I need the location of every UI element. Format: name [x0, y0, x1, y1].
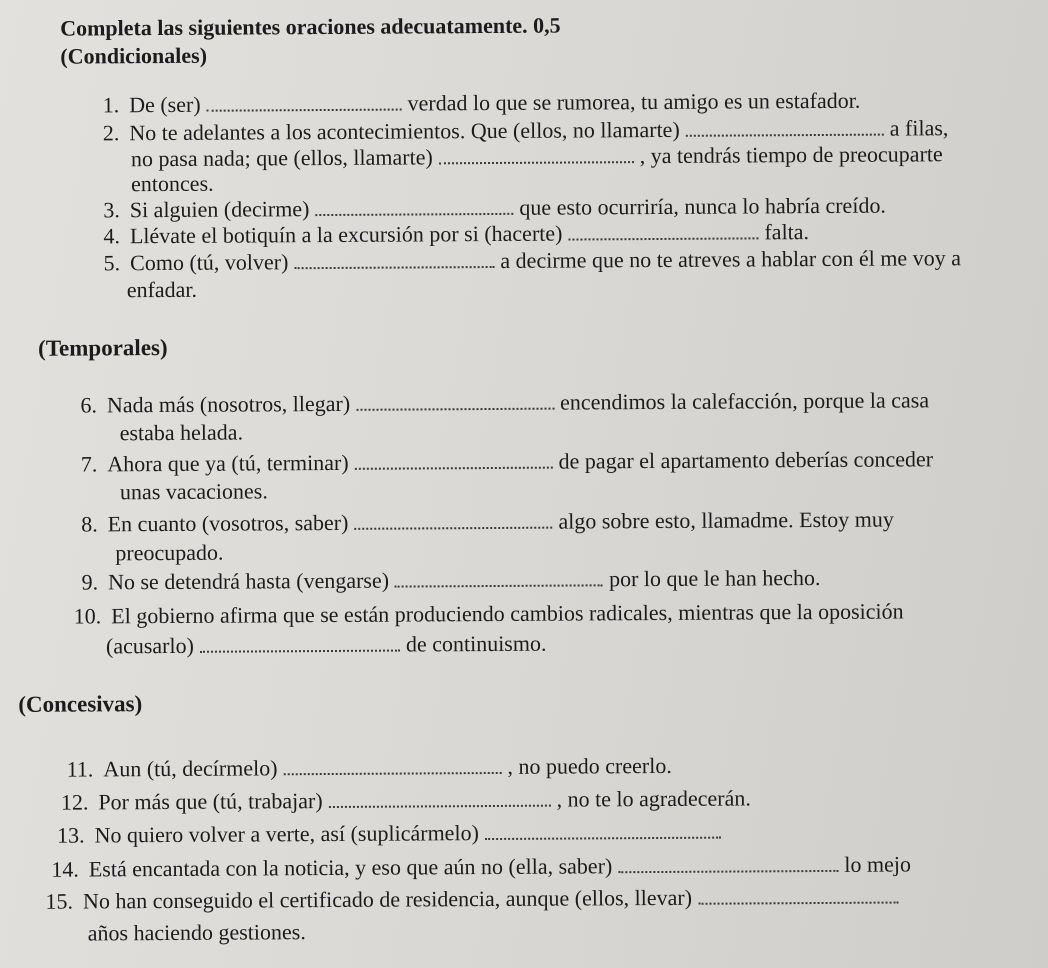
answer-blank-3[interactable] [315, 212, 513, 216]
exercise-item-10: 10. El gobierno afirma que se están produciendo cambios radicales, mientras que la oposición [73, 598, 904, 629]
section-heading-concesivas: (Concesivas) [18, 691, 143, 717]
exercise-item-10-line2: (acusarlo) de continuismo. [105, 630, 547, 659]
exercise-item-7: 7. Ahora que ya (tú, terminar) de pagar el apartamento deberías conceder [80, 446, 934, 477]
exercise-item-15: 15. No han conseguido el certificado de residencia, aunque (ellos, llevar) [45, 883, 904, 914]
worksheet-title: Completa las siguientes oraciones adecuatamente. 0,5 [60, 12, 561, 41]
exercise-item-11: 11. Aun (tú, decírmelo) , no puedo creerlo. [66, 752, 672, 782]
answer-blank-4[interactable] [568, 236, 758, 240]
exercise-item-15-line2: años haciendo gestiones. [87, 919, 306, 946]
exercise-item-4: 4. Llévate el botiquín a la excursión por si (hacerte) falta. [103, 219, 810, 249]
exercise-item-8-line2: preocupado. [115, 539, 224, 566]
answer-blank-2a[interactable] [686, 133, 884, 137]
exercise-item-7-line2: unas vacaciones. [119, 478, 268, 505]
answer-blank-9[interactable] [395, 583, 603, 587]
exercise-item-8: 8. En cuanto (vosotros, saber) algo sobre esto, llamadme. Estoy muy [81, 506, 894, 537]
answer-blank-12[interactable] [329, 804, 551, 808]
exercise-item-2-line3: entonces. [131, 170, 214, 197]
exercise-item-6: 6. Nada más (nosotros, llegar) encendimos la calefacción, porque la casa [80, 387, 930, 418]
exercise-item-5: 5. Como (tú, volver) a decirme que no te atreves a hablar con él me voy a [103, 245, 961, 276]
answer-blank-14[interactable] [618, 869, 838, 873]
exercise-item-12: 12. Por más que (tú, trabajar) , no te lo agradecerán. [60, 785, 751, 815]
answer-blank-2b[interactable] [439, 160, 634, 164]
exercise-item-13: 13. No quiero volver a verte, así (suplicármelo) [57, 819, 727, 849]
exercise-item-2: 2. No te adelantes a los acontecimientos. Que (ellos, no llamarte) a filas, [102, 115, 949, 146]
exercise-item-14: 14. Está encantada con la noticia, y eso que aún no (ella, saber) lo mejo [51, 851, 911, 882]
exercise-item-1: 1. De (ser) verdad lo que se rumorea, tu amigo es un estafador. [102, 87, 861, 118]
answer-blank-5[interactable] [294, 265, 494, 269]
answer-blank-7[interactable] [355, 466, 553, 470]
answer-blank-1[interactable] [207, 108, 402, 112]
answer-blank-13[interactable] [485, 836, 721, 840]
exercise-item-3: 3. Si alguien (decirme) que esto ocurriría, nunca lo habría creído. [103, 192, 886, 223]
section-heading-condicionales: (Condicionales) [60, 42, 208, 69]
exercise-item-6-line2: estaba helada. [119, 419, 244, 446]
answer-blank-8[interactable] [354, 526, 552, 530]
section-heading-temporales: (Temporales) [38, 334, 168, 361]
exercise-item-5-line2: enfadar. [126, 276, 198, 303]
answer-blank-11[interactable] [284, 771, 502, 775]
answer-blank-10[interactable] [200, 649, 400, 653]
exercise-item-9: 9. No se detendrá hasta (vengarse) por lo que le han hecho. [81, 564, 821, 595]
answer-blank-6[interactable] [356, 407, 554, 411]
answer-blank-15[interactable] [698, 901, 898, 905]
exercise-item-2-line2: no pasa nada; que (ellos, llamarte) , ya tendrás tiempo de preocuparte [130, 141, 943, 172]
